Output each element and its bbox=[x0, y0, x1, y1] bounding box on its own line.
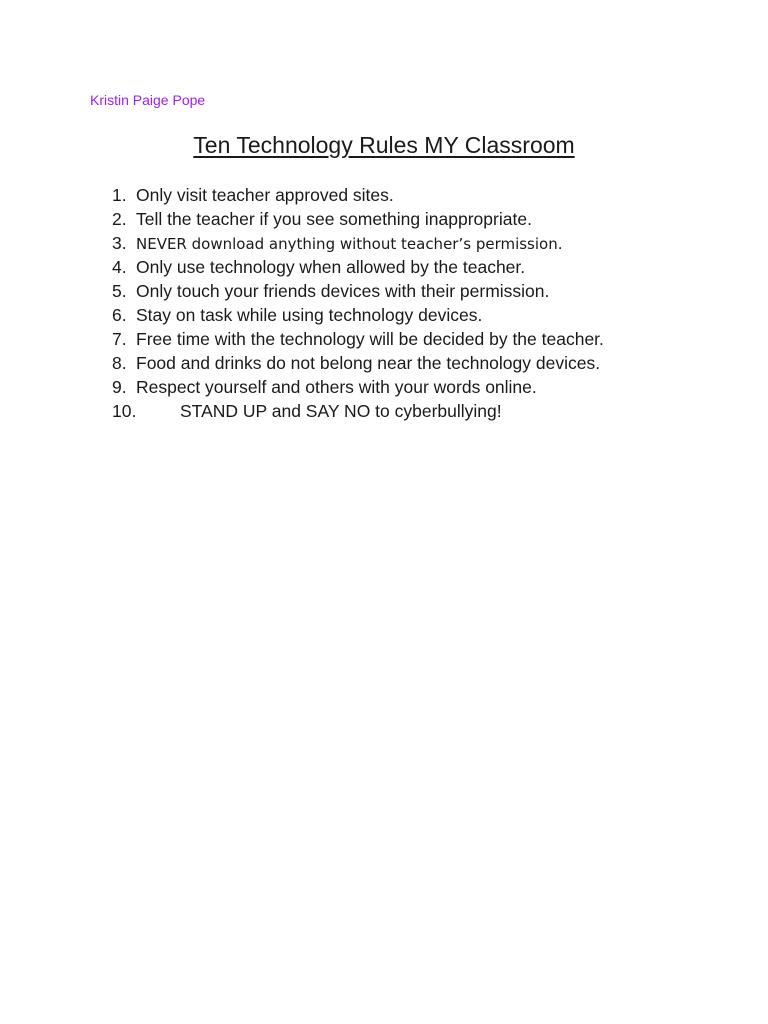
rule-text: Food and drinks do not belong near the technology devices. bbox=[136, 353, 601, 373]
author-name: Kristin Paige Pope bbox=[90, 92, 206, 108]
rule-item bbox=[112, 207, 604, 231]
rule-text: Stay on task while using technology devices. bbox=[136, 305, 483, 325]
rule-item bbox=[112, 399, 604, 423]
rules-list bbox=[112, 183, 604, 423]
document-title: Ten Technology Rules MY Classroom bbox=[193, 132, 575, 158]
rule-text: Only use technology when allowed by the teacher. bbox=[136, 257, 526, 277]
rule-number: 10. bbox=[112, 401, 137, 421]
rule-number: 8. bbox=[112, 353, 127, 373]
rule-number: 7. bbox=[112, 329, 127, 349]
rule-item bbox=[112, 183, 604, 207]
rule-number: 6. bbox=[112, 305, 127, 325]
rule-item bbox=[112, 255, 604, 279]
rule-item bbox=[112, 351, 604, 375]
rule-text: NEVER download anything without teacher’s permission. bbox=[136, 235, 563, 253]
rule-item bbox=[112, 231, 604, 255]
rule-number: 2. bbox=[112, 209, 127, 229]
rule-text: Respect yourself and others with your words online. bbox=[136, 377, 537, 397]
rule-text: Free time with the technology will be decided by the teacher. bbox=[136, 329, 604, 349]
rule-item bbox=[112, 375, 604, 399]
rule-number: 5. bbox=[112, 281, 127, 301]
rule-text: Tell the teacher if you see something inappropriate. bbox=[136, 209, 532, 229]
rule-text: Only visit teacher approved sites. bbox=[136, 185, 394, 205]
rule-text: STAND UP and SAY NO to cyberbullying! bbox=[180, 401, 502, 421]
rule-number: 9. bbox=[112, 377, 127, 397]
rule-number: 4. bbox=[112, 257, 127, 277]
rule-number: 3. bbox=[112, 233, 127, 253]
rule-number: 1. bbox=[112, 185, 127, 205]
rule-item bbox=[112, 279, 604, 303]
rule-item bbox=[112, 303, 604, 327]
rule-text: Only touch your friends devices with their permission. bbox=[136, 281, 550, 301]
rule-item bbox=[112, 327, 604, 351]
